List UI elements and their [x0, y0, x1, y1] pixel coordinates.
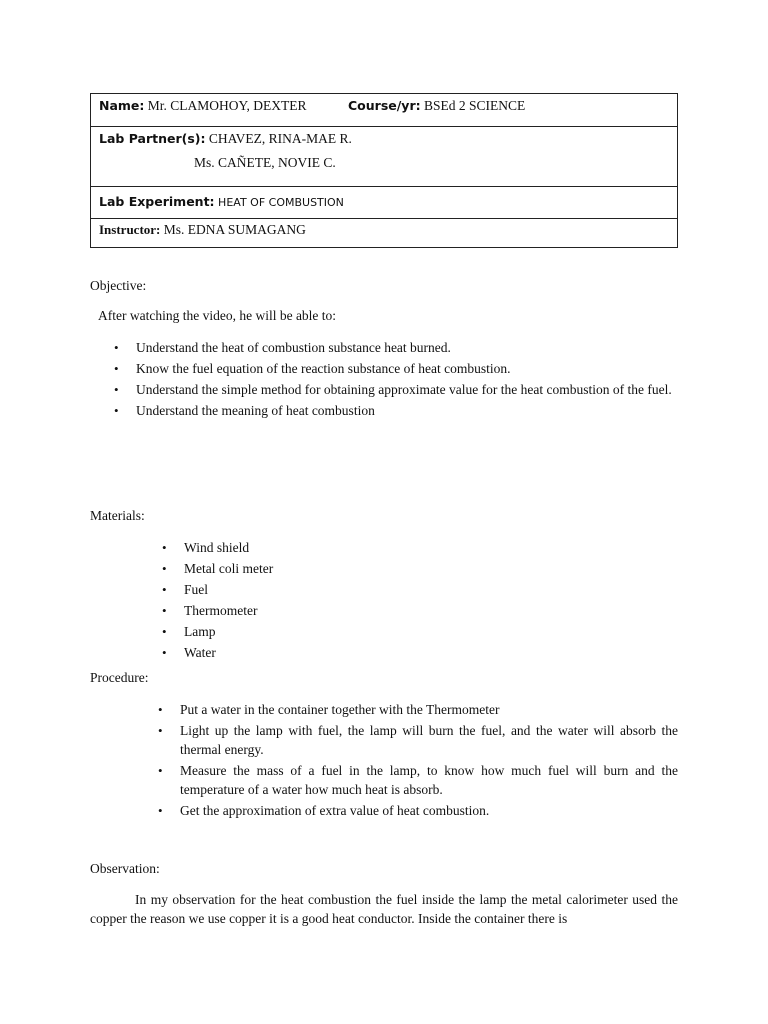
experiment-row [91, 187, 677, 219]
objective-intro: After watching the video, he will be able to: [98, 308, 337, 323]
name-row [91, 94, 677, 127]
objective-heading: Objective: [90, 278, 147, 293]
procedure-list [156, 700, 678, 822]
list-item: • Put a water in the container together with the Thermometer [156, 700, 678, 719]
instructor-label: Instructor: [99, 222, 161, 237]
list-item: • Wind shield [160, 538, 460, 557]
list-item: • Thermometer [160, 601, 460, 620]
list-item: • Understand the simple method for obtaining approximate value for the heat combustion of the fuel. [112, 380, 678, 399]
experiment-value: HEAT OF COMBUSTION [214, 196, 344, 209]
list-item: • Fuel [160, 580, 460, 599]
partner-2: Ms. CAÑETE, NOVIE C. [194, 155, 336, 170]
partner-label: Lab Partner(s): [99, 131, 206, 146]
objective-list [112, 338, 678, 422]
list-item: • Know the fuel equation of the reaction substance of heat combustion. [112, 359, 678, 378]
procedure-heading: Procedure: [90, 670, 149, 685]
list-item: • Water [160, 643, 460, 662]
partner-1: CHAVEZ, RINA-MAE R. [205, 131, 352, 146]
list-item: • Get the approximation of extra value of heat combustion. [156, 801, 678, 820]
partner-row [91, 127, 677, 187]
materials-list [160, 538, 460, 664]
materials-heading: Materials: [90, 508, 145, 523]
course-label: Course/yr: [348, 98, 421, 113]
course-value: BSEd 2 SCIENCE [420, 98, 526, 113]
course-field [348, 96, 525, 116]
experiment-label: Lab Experiment: [99, 194, 215, 209]
list-item: • Lamp [160, 622, 460, 641]
name-value: Mr. CLAMOHOY, DEXTER [144, 98, 307, 113]
list-item: • Understand the heat of combustion substance heat burned. [112, 338, 678, 357]
list-item: • Metal coli meter [160, 559, 460, 578]
instructor-row [91, 219, 677, 247]
name-label: Name: [99, 98, 145, 113]
lab-info-table [90, 93, 678, 248]
list-item: • Measure the mass of a fuel in the lamp, to know how much fuel will burn and the temperature of a water how much heat is absorb. [156, 761, 678, 799]
list-item: • Light up the lamp with fuel, the lamp will burn the fuel, and the water will absorb the thermal energy. [156, 721, 678, 759]
observation-text: In my observation for the heat combustion the fuel inside the lamp the metal calorimeter used the copper the reason we use copper it is a good heat conductor. Inside the container there is [90, 892, 678, 926]
list-item: • Understand the meaning of heat combustion [112, 401, 678, 420]
instructor-value: Ms. EDNA SUMAGANG [160, 222, 306, 237]
observation-heading: Observation: [90, 861, 160, 876]
